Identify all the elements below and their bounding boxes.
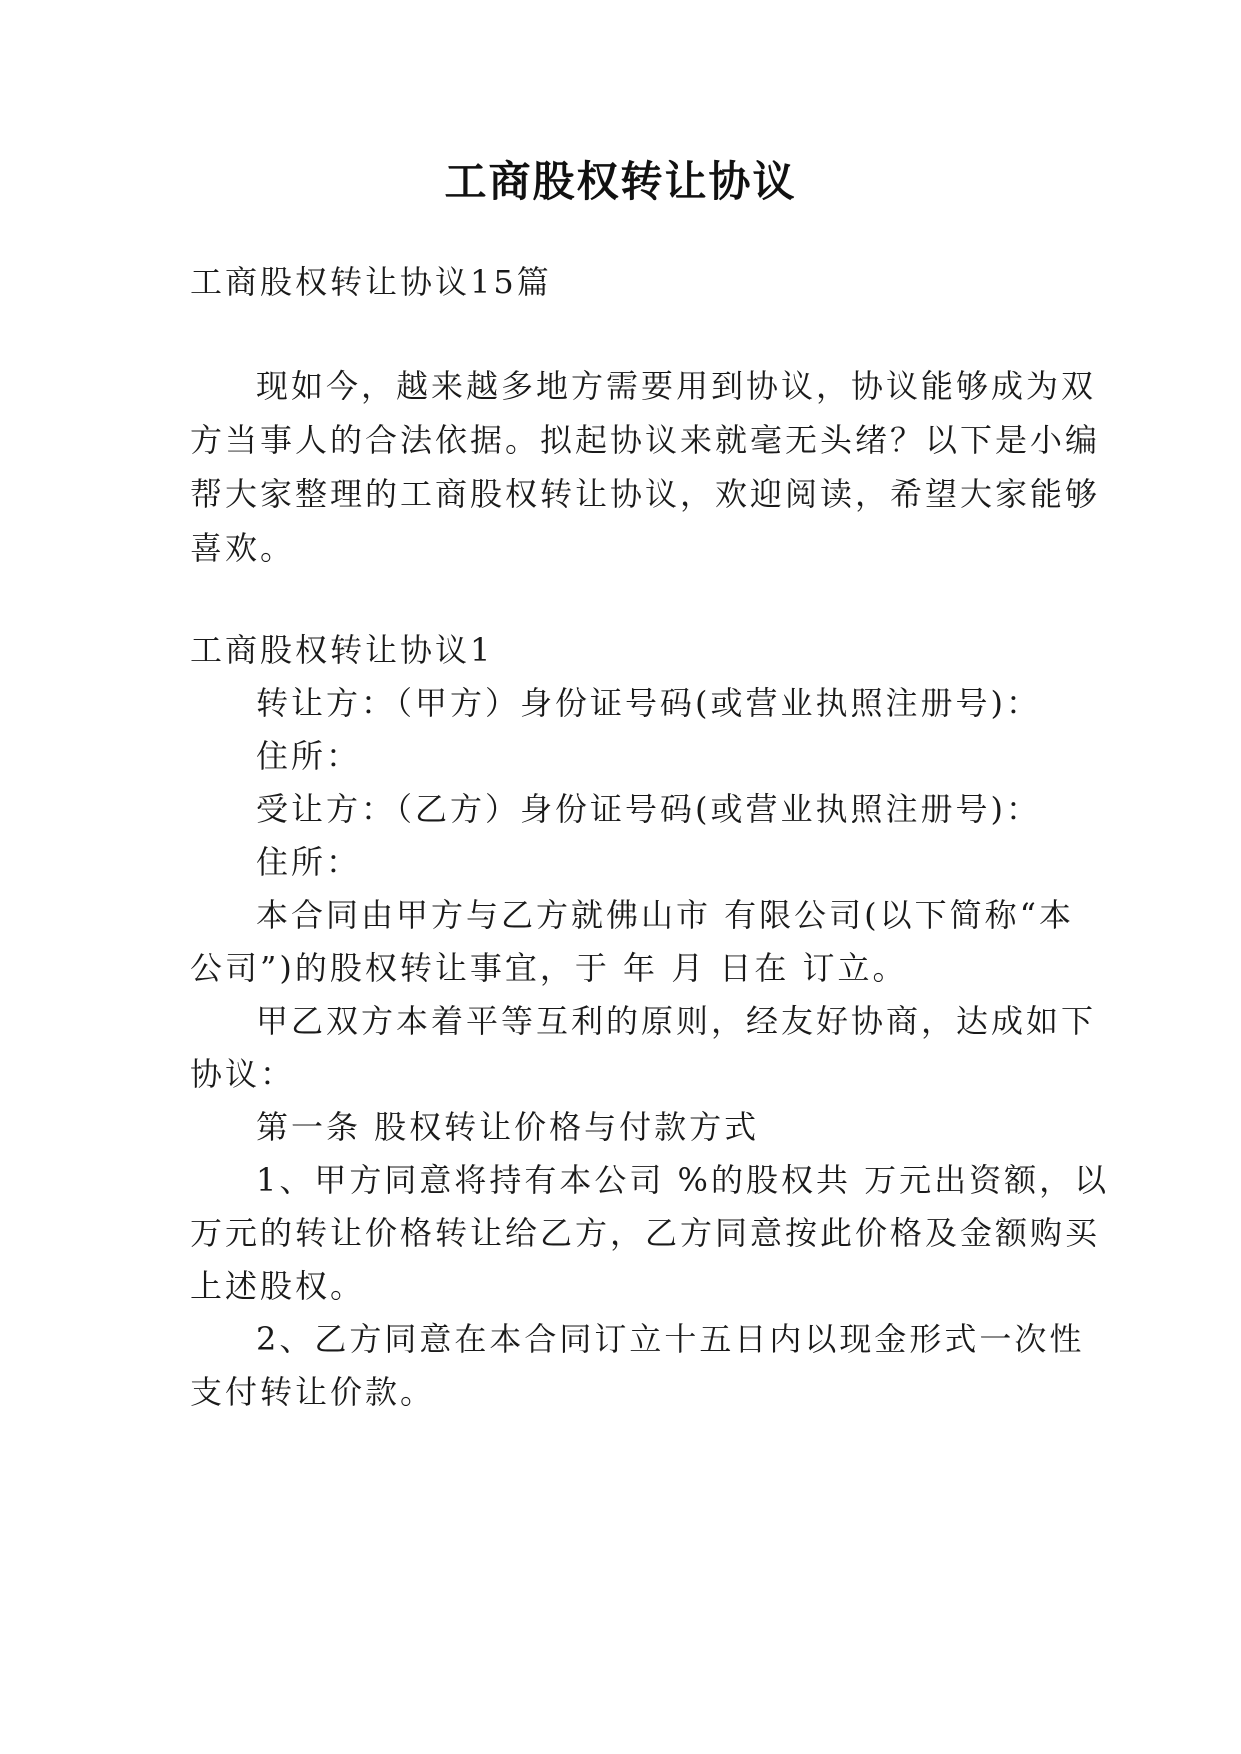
body-line-1: 本合同由甲方与乙方就佛山市 有限公司(以下简称“本 bbox=[256, 896, 1075, 934]
body-line-6: 1、甲方同意将持有本公司 %的股权共 万元出资额，以 bbox=[256, 1161, 1110, 1199]
body-line-7: 万元的转让价格转让给乙方，乙方同意按此价格及金额购买 bbox=[190, 1214, 1101, 1252]
intro-line-1: 现如今，越来越多地方需要用到协议，协议能够成为双 bbox=[256, 367, 1097, 405]
intro-line-3: 帮大家整理的工商股权转让协议，欢迎阅读，希望大家能够 bbox=[190, 475, 1101, 513]
body-line-2: 公司”)的股权转让事宜，于 年 月 日在 订立。 bbox=[190, 949, 908, 987]
body-line-9: 2、乙方同意在本合同订立十五日内以现金形式一次性 bbox=[256, 1320, 1085, 1358]
intro-line-2: 方当事人的合法依据。拟起协议来就毫无头绪？以下是小编 bbox=[190, 421, 1101, 459]
document-title: 工商股权转让协议 bbox=[444, 157, 797, 206]
intro-line-4: 喜欢。 bbox=[190, 529, 296, 567]
body-line-3: 甲乙双方本着平等互利的原则，经友好协商，达成如下 bbox=[256, 1002, 1097, 1040]
transferor-address: 住所： bbox=[256, 737, 362, 775]
body-line-4: 协议： bbox=[190, 1055, 296, 1093]
transferee-address: 住所： bbox=[256, 843, 362, 881]
body-line-10: 支付转让价款。 bbox=[190, 1373, 436, 1411]
section-heading: 工商股权转让协议1 bbox=[190, 631, 494, 669]
transferee-line: 受让方：（乙方）身份证号码(或营业执照注册号)： bbox=[256, 790, 1041, 828]
body-line-8: 上述股权。 bbox=[190, 1267, 366, 1305]
article-one-heading: 第一条 股权转让价格与付款方式 bbox=[256, 1108, 760, 1146]
document-subtitle: 工商股权转让协议15篇 bbox=[190, 263, 552, 301]
transferor-line: 转让方：（甲方）身份证号码(或营业执照注册号)： bbox=[256, 684, 1041, 722]
